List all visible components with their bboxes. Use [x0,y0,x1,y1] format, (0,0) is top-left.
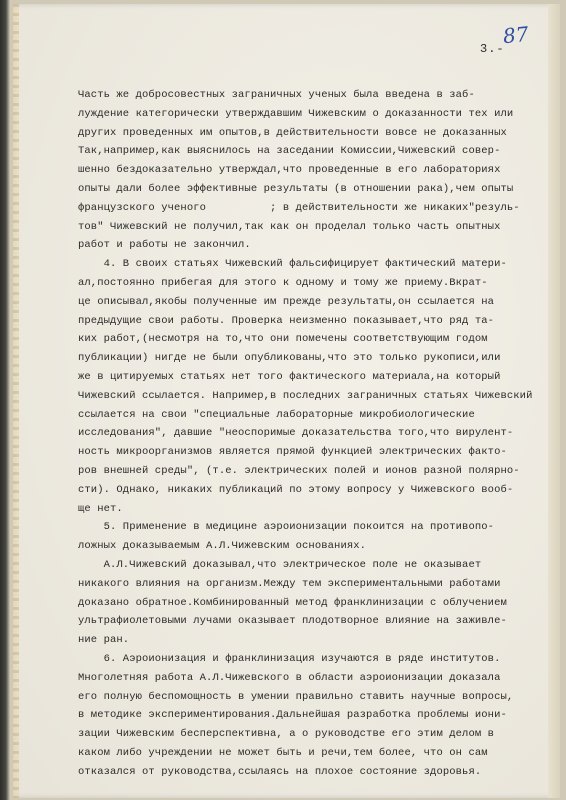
text-line: французского ученого ; в действительности же никаких"резуль- [78,201,520,214]
page-edge [548,4,560,798]
text-line: ал,постоянно прибегая для этого к одному и тому же приему.Вкрат- [78,276,488,289]
text-line: зации Чижевским бесперспективна, а о руководстве его этим делом в [78,728,495,741]
text-line: публикации) нигде не были опубликованы,что это только рукописи,или [78,352,501,365]
text-line: ультрафиолетовыми лучами оказывает плодотворное влияние на заживле- [78,615,507,628]
archive-folio-number: 87 [501,21,530,49]
text-line: шенно бездоказательно утверждал,что проведенные в его лабораториях [78,164,501,177]
paragraph-4-start: 4. В своих статьях Чижевский фальсифицирует фактический матери- [78,258,507,271]
text-line: ссылается на свои "специальные лабораторные микробиологические [78,408,475,421]
text-line: ложных доказываемым А.Л.Чижевским основаниях. [78,540,367,553]
paragraph-start: А.Л.Чижевский доказывал,что электрическое поле не оказывает [78,558,482,571]
text-line: в методике экспериментирования.Дальнейшая разработка проблемы иони- [78,709,507,722]
page-number: 3.- [480,42,505,56]
text-line: других проведенных им опытов,в действительности вовсе не доказанных [78,126,507,139]
text-line: тов" Чижевский не получил,так как он проделал только часть опытных [78,220,501,233]
text-line: предыдущие свои работы. Проверка неизменно показывает,что ряд та- [78,314,495,327]
text-line: же в цитируемых статьях нет того фактического материала,на который [78,370,501,383]
text-line: ще нет. [78,502,123,515]
paragraph-6-start: 6. Аэроионизация и франклинизация изучаются в ряде институтов. [78,652,501,665]
text-line: ких работ,(несмотря на то,что они помечены соответствующим годом [78,333,488,346]
text-line: опыты дали более эффективные результаты (в отношении рака),чем опыты [78,182,514,195]
text-line: Так,например,как выяснилось на заседании Комиссии,Чижевский совер- [78,145,501,158]
text-line: ность микроорганизмов является прямой функцией электрических факто- [78,446,507,459]
text-line: луждение категорически утверждавшим Чижевским о доказанности тех или [78,107,514,120]
text-line: работ и работы не закончил. [78,239,251,252]
text-line: его полную беспомощность в умении правильно ставить научные вопросы, [78,690,514,703]
text-line: ров внешней среды", (т.е. электрических полей и ионов разной полярно- [78,464,520,477]
binding-edge [13,4,19,798]
text-line: Часть же добросовестных заграничных ученых была введена в заб- [78,89,475,101]
text-line: доказано обратное.Комбинированный метод франклинизации с облучением [78,596,507,609]
text-line: отказался от руководства,ссылаясь на плохое состояние здоровья. [78,765,482,778]
paragraph-5-start: 5. Применение в медицине аэроионизации покоится на противопо- [78,521,495,534]
text-line: исследования", давшие "неоспоримые доказательства того,что вирулент- [78,427,514,440]
document-body [78,86,548,781]
text-line: каком либо учреждении не может быть и речи,тем более, что он сам [78,746,488,759]
text-line: це описывал,якобы полученные им прежде результаты,он ссылается на [78,295,495,308]
text-line: сти). Однако, никаких публикаций по этому вопросу у Чижевского вооб- [78,483,514,496]
text-line: ние ран. [78,634,130,647]
text-line: Многолетняя работа А.Л.Чижевского в области аэроионизации доказала [78,671,501,684]
text-line: Чижевский ссылается. Например,в последних заграничных статьях Чижевский [78,389,533,402]
text-line: никакого влияния на организм.Между тем экспериментальными работами [78,577,501,590]
